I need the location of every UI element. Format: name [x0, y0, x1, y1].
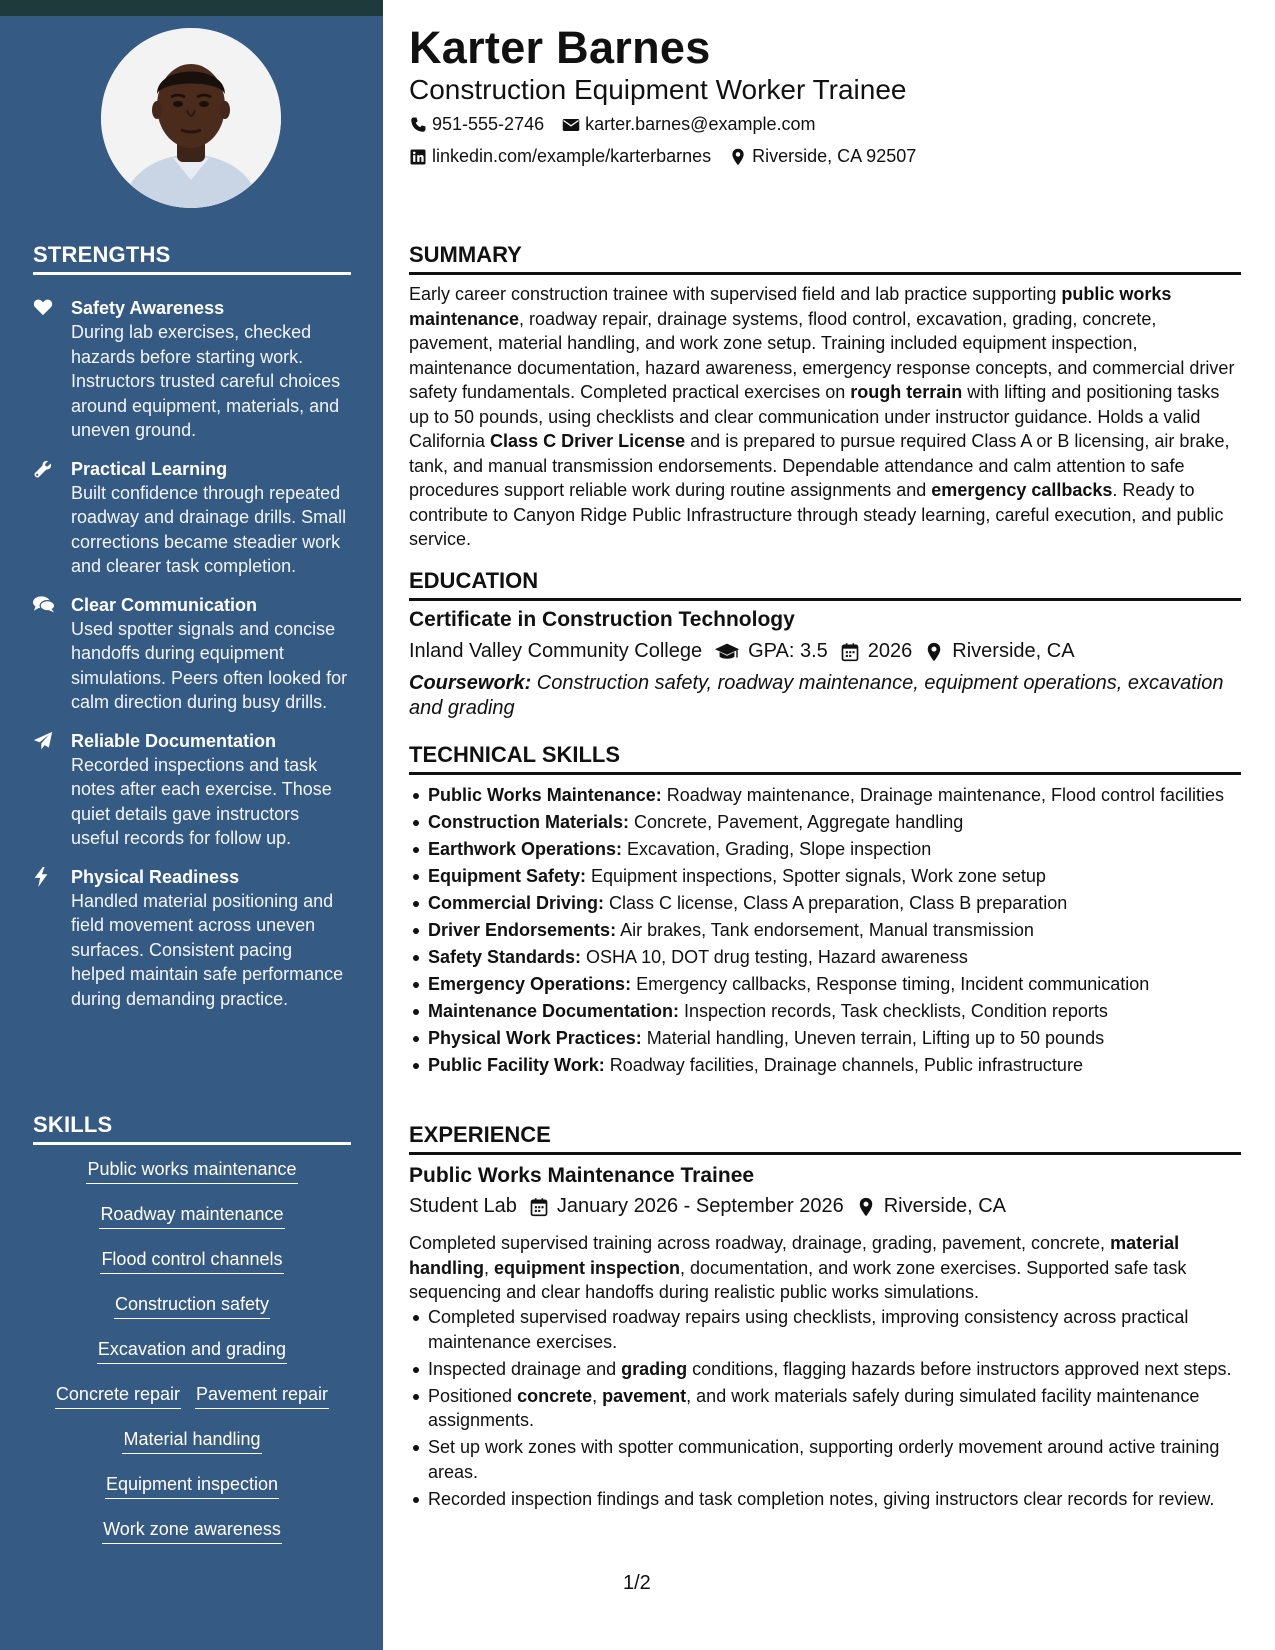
page-number: 1/2 [623, 1572, 651, 1594]
skill-category: Maintenance Documentation: [428, 1001, 680, 1021]
skill-values: Inspection records, Task checklists, Condition reports [679, 1001, 1108, 1021]
location-contact [729, 146, 916, 167]
list-item [428, 891, 1241, 916]
strength-description: Built confidence through repeated roadway and drainage drills. Small corrections became steadier work and clearer task completion. [71, 482, 347, 576]
skill-tag: Roadway maintenance [99, 1203, 284, 1229]
strength-description: During lab exercises, checked hazards before starting work. Instructors trusted careful choices around equipment, materials, and uneven ground. [71, 322, 341, 440]
list-item [428, 1305, 1241, 1354]
degree-title: Certificate in Construction Technology [409, 608, 795, 631]
paper-plane-icon [33, 731, 55, 751]
sidebar-top-bar [0, 0, 383, 16]
skill-values: Class C license, Class A preparation, Class B preparation [604, 893, 1068, 913]
emphasis-text: emergency callbacks [931, 480, 1113, 500]
coursework-label: Coursework: [409, 672, 532, 694]
skill-category: Commercial Driving: [428, 893, 605, 913]
skills-heading: SKILLS [33, 1112, 351, 1145]
experience-bullets [409, 1305, 1241, 1514]
comments-icon [33, 595, 55, 615]
candidate-name: Karter Barnes [409, 22, 711, 73]
linkedin-icon [409, 148, 427, 166]
skill-values: Equipment inspections, Spotter signals, Work zone setup [586, 866, 1046, 886]
list-item [428, 918, 1241, 943]
graduation-cap-icon [714, 642, 740, 662]
text-run: Inspected drainage and [428, 1358, 622, 1379]
strength-title: Reliable Documentation [71, 730, 277, 751]
job-location: Riverside, CA [883, 1195, 1006, 1217]
text-run: . Ready to contribute to Canyon Ridge Public Infrastructure through steady learning, careful execution, and public service. [409, 480, 1224, 549]
experience-job-title: Public Works Maintenance Trainee [409, 1164, 755, 1187]
list-item [428, 1384, 1241, 1433]
skill-values: Material handling, Uneven terrain, Lifting up to 50 pounds [641, 1028, 1105, 1048]
skill-category: Safety Standards: [428, 947, 582, 967]
employer-name: Student Lab [409, 1195, 517, 1217]
emphasis-text: material handling [409, 1233, 1180, 1278]
list-item [428, 810, 1241, 835]
map-pin-icon [924, 642, 944, 662]
text-run: Completed supervised roadway repairs using checklists, improving consistency across practical maintenance exercises. [428, 1307, 1189, 1352]
map-pin-icon [856, 1197, 876, 1217]
skill-tag: Material handling [122, 1428, 261, 1454]
linkedin-url: linkedin.com/example/karterbarnes [432, 146, 712, 166]
heart-icon [33, 298, 55, 318]
skill-category: Physical Work Practices: [428, 1028, 642, 1048]
sidebar [0, 0, 383, 1650]
list-item [428, 1487, 1241, 1512]
list-item [428, 1053, 1241, 1078]
skill-values: Emergency callbacks, Response timing, Incident communication [631, 974, 1150, 994]
strength-item [33, 865, 351, 1012]
text-run: Recorded inspection findings and task completion notes, giving instructors clear records for review. [428, 1488, 1215, 1509]
skill-category: Emergency Operations: [428, 974, 632, 994]
skill-category: Public Works Maintenance: [428, 785, 662, 805]
text-run: , roadway repair, drainage systems, flood control, excavation, grading, concrete, pavement, material handling, and work zone setup. Training included equipment inspection, maintenance documentation, hazard awareness, emergency response concepts, and commercial driver safety fundamentals. Completed practical exercises on [409, 308, 1235, 402]
strength-description: Handled material positioning and field movement across uneven surfaces. Consistent pacing helped maintain safe performance during demanding practice. [71, 890, 344, 1009]
skill-tag: Construction safety [114, 1293, 270, 1319]
profile-photo [101, 28, 281, 208]
strength-item [33, 593, 351, 715]
experience-heading: EXPERIENCE [409, 1122, 1241, 1155]
text-run: and is prepared to pursue required Class A or B licensing, air brake, tank, and manual transmission endorsements. Dependable attendance and calm attention to safe procedures support reliable work during routine assignments and [409, 431, 1230, 500]
skill-tag: Flood control channels [100, 1248, 283, 1274]
emphasis-text: public works maintenance [409, 284, 1172, 329]
skill-category: Earthwork Operations: [428, 839, 623, 859]
experience-intro [409, 1231, 1241, 1305]
strength-description: Recorded inspections and task notes after each exercise. Those quiet details gave instructors useful records for follow up. [71, 754, 332, 848]
list-item [428, 783, 1241, 808]
skill-values: Roadway facilities, Drainage channels, Public infrastructure [604, 1055, 1083, 1075]
gpa: GPA: 3.5 [748, 640, 828, 662]
technical-skills-list [409, 783, 1241, 1080]
text-run: Set up work zones with spotter communication, supporting orderly movement around active training areas. [428, 1437, 1220, 1482]
list-item [428, 945, 1241, 970]
job-title: Construction Equipment Worker Trainee [409, 74, 907, 105]
strength-item [33, 457, 351, 579]
strength-description: Used spotter signals and concise handoffs during equipment simulations. Peers often looked for calm direction during busy drills. [71, 618, 348, 712]
education-meta [409, 640, 1075, 663]
list-item [428, 999, 1241, 1024]
strength-title: Physical Readiness [71, 866, 240, 887]
skill-values: Excavation, Grading, Slope inspection [622, 839, 932, 859]
phone-icon [409, 116, 427, 134]
text-run: Early career construction trainee with supervised field and lab practice supporting [409, 284, 1062, 304]
list-item [428, 1026, 1241, 1051]
email-address: karter.barnes@example.com [585, 114, 816, 134]
contact-line-2 [409, 146, 916, 167]
skill-values: Roadway maintenance, Drainage maintenance, Flood control facilities [661, 785, 1225, 805]
graduation-year: 2026 [867, 640, 913, 662]
skill-category: Equipment Safety: [428, 866, 587, 886]
envelope-icon [562, 116, 580, 134]
strength-title: Clear Communication [71, 594, 258, 615]
calendar-icon [529, 1197, 549, 1217]
list-item [428, 1435, 1241, 1484]
experience-meta [409, 1195, 1006, 1218]
strength-title: Practical Learning [71, 458, 228, 479]
text-run: , and work materials safely during simulated facility maintenance assignments. [428, 1385, 1200, 1430]
wrench-icon [33, 459, 55, 479]
technical-skills-heading: TECHNICAL SKILLS [409, 742, 1241, 775]
text-run: Completed supervised training across roadway, drainage, grading, pavement, concrete, [409, 1233, 1111, 1253]
skill-category: Public Facility Work: [428, 1055, 605, 1075]
education-heading: EDUCATION [409, 568, 1241, 601]
skill-category: Driver Endorsements: [428, 920, 617, 940]
phone-contact[interactable] [409, 114, 544, 135]
text-run: , [484, 1257, 495, 1278]
text-run: conditions, flagging hazards before instructors approved next steps. [687, 1358, 1232, 1379]
strength-item [33, 729, 351, 851]
strength-item [33, 296, 351, 443]
skill-category: Construction Materials: [428, 812, 630, 832]
list-item [428, 1357, 1241, 1382]
text-run: Positioned [428, 1385, 518, 1406]
calendar-icon [840, 642, 860, 662]
strengths-list [33, 296, 351, 1025]
emphasis-text: concrete [517, 1385, 593, 1406]
text-run: , documentation, and work zone exercises. Supported safe task sequencing and clear handoffs during realistic public works simulations. [409, 1257, 1187, 1302]
emphasis-text: Class C Driver License [490, 431, 686, 451]
text-run: , [592, 1385, 603, 1406]
skill-tag: Pavement repair [195, 1383, 329, 1409]
employment-dates: January 2026 - September 2026 [556, 1195, 844, 1217]
emphasis-text: pavement [602, 1385, 687, 1406]
skill-values: Concrete, Pavement, Aggregate handling [629, 812, 964, 832]
skill-tag: Work zone awareness [102, 1518, 282, 1544]
skills-list [33, 1158, 351, 1563]
coursework [409, 671, 1241, 720]
linkedin-contact[interactable] [409, 146, 711, 167]
list-item [428, 864, 1241, 889]
map-pin-icon [729, 148, 747, 166]
phone-number: 951-555-2746 [432, 114, 545, 134]
contact-line-1 [409, 114, 815, 135]
coursework-text: Construction safety, roadway maintenance, equipment operations, excavation and grading [409, 672, 1224, 719]
list-item [428, 837, 1241, 862]
skill-values: Air brakes, Tank endorsement, Manual transmission [616, 920, 1034, 940]
emphasis-text: rough terrain [850, 382, 963, 402]
strengths-heading: STRENGTHS [33, 242, 351, 275]
list-item [428, 972, 1241, 997]
text-run: with lifting and positioning tasks up to 50 pounds, using checklists and clear communication under instructor guidance. Holds a valid California [409, 382, 1220, 451]
emphasis-text: grading [621, 1358, 688, 1379]
summary-heading: SUMMARY [409, 242, 1241, 275]
skill-tag: Public works maintenance [86, 1158, 297, 1184]
bolt-icon [33, 867, 55, 887]
location-text: Riverside, CA 92507 [752, 146, 917, 166]
school-name: Inland Valley Community College [409, 640, 703, 662]
school-location: Riverside, CA [952, 640, 1075, 662]
email-contact[interactable] [562, 114, 815, 135]
skill-values: OSHA 10, DOT drug testing, Hazard awareness [581, 947, 968, 967]
emphasis-text: equipment inspection [494, 1257, 681, 1278]
summary-text [409, 282, 1241, 552]
strength-title: Safety Awareness [71, 298, 225, 318]
skill-tag: Concrete repair [55, 1383, 181, 1409]
skill-tag: Excavation and grading [97, 1338, 287, 1364]
skill-tag: Equipment inspection [105, 1473, 279, 1499]
